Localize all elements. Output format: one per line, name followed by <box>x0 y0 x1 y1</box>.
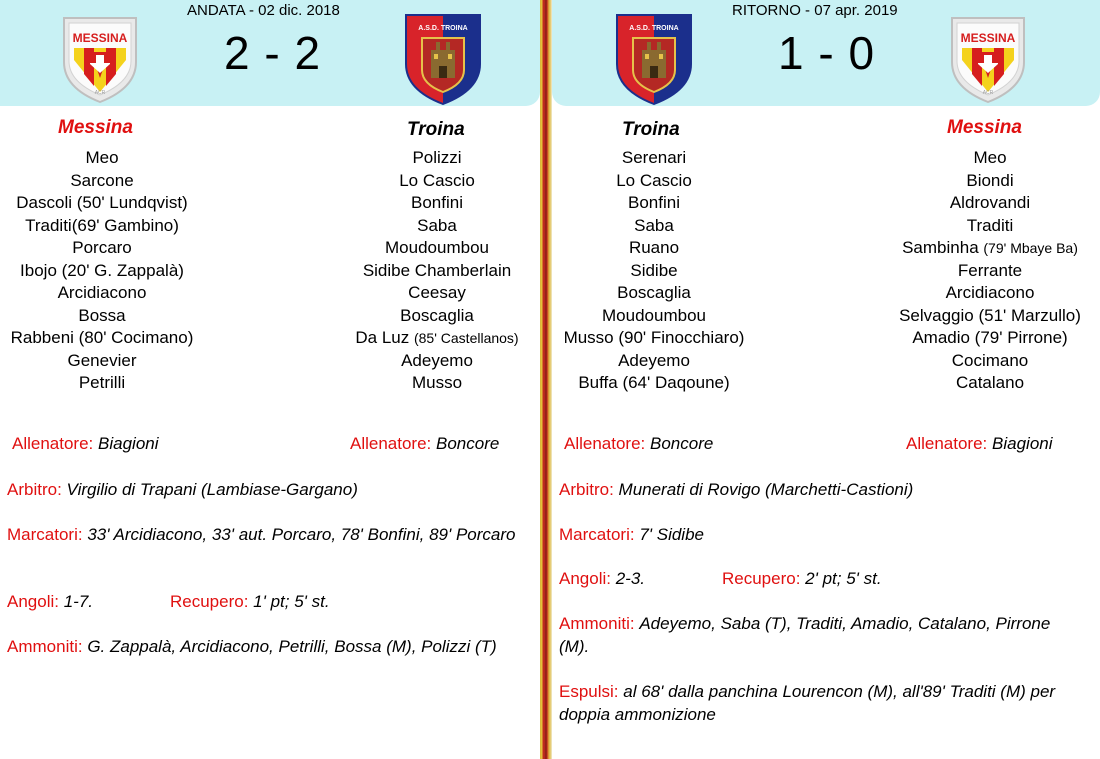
player: Rabbeni (80' Cocimano) <box>10 328 194 347</box>
svg-text:ACR: ACR <box>982 90 994 96</box>
svg-text:MESSINA: MESSINA <box>72 31 128 45</box>
player: Bonfini <box>628 193 680 212</box>
ritorno-panel <box>552 0 1100 759</box>
ritorno-arbitro: Arbitro: Munerati di Rovigo (Marchetti-Castioni) <box>559 480 914 499</box>
andata-marcatori: Marcatori: 33' Arcidiacono, 33' aut. Porcaro, 78' Bonfini, 89' Porcaro <box>7 525 516 544</box>
player: Ruano <box>628 238 680 257</box>
ritorno-ammoniti: Ammoniti: Adeyemo, Saba (T), Traditi, Amadio, Catalano, Pirrone (M). <box>559 614 1051 656</box>
ritorno-home-team: Troina <box>622 119 680 140</box>
player: Meo <box>973 148 1007 167</box>
ritorno-date: RITORNO - 07 apr. 2019 <box>732 2 898 19</box>
player: Bonfini <box>411 193 463 212</box>
player: Sidibe <box>630 260 678 280</box>
ritorno-home-lineup <box>552 147 756 395</box>
player: Traditi <box>966 215 1014 235</box>
ritorno-score: 1 - 0 <box>778 27 876 79</box>
ritorno-coach-home: Allenatore: Boncore <box>564 434 714 453</box>
ritorno-angoli: Angoli: 2-3. <box>559 569 646 588</box>
svg-text:A.S.D. TROINA: A.S.D. TROINA <box>418 25 468 32</box>
player: Buffa (64' Daqoune) <box>578 373 730 392</box>
player: Meo <box>85 148 119 167</box>
andata-coach-away: Allenatore: Boncore <box>350 434 500 453</box>
player: Saba <box>417 215 457 235</box>
player: Ferrante <box>957 260 1023 280</box>
andata-recupero: Recupero: 1' pt; 5' st. <box>170 592 330 611</box>
player: Polizzi <box>412 148 462 167</box>
player: Porcaro <box>72 238 132 257</box>
player: Dascoli (50' Lundqvist) <box>16 193 188 212</box>
player: Petrilli <box>78 373 126 392</box>
player: Lo Cascio <box>399 170 475 190</box>
player: Sarcone <box>70 170 134 190</box>
player: Sambinha (79' Mbaye Ba) <box>902 238 1078 257</box>
player: Da Luz (85' Castellanos) <box>355 328 519 347</box>
andata-arbitro: Arbitro: Virgilio di Trapani (Lambiase-Gargano) <box>7 480 358 499</box>
andata-panel <box>0 0 540 759</box>
ritorno-marcatori: Marcatori: 7' Sidibe <box>559 525 704 544</box>
player: Adeyemo <box>401 350 473 370</box>
andata-ammoniti: Ammoniti: G. Zappalà, Arcidiacono, Petrilli, Bossa (M), Polizzi (T) <box>7 637 497 656</box>
player: Bossa <box>78 305 126 325</box>
ritorno-espulsi: Espulsi: al 68' dalla panchina Lourencon (M), all'89' Traditi (M) per doppia ammonizione <box>559 682 1056 724</box>
player: Lo Cascio <box>616 170 692 190</box>
andata-date: ANDATA - 02 dic. 2018 <box>187 2 340 19</box>
troina-logo-icon <box>614 12 694 111</box>
andata-home-lineup <box>0 147 204 395</box>
player: Boscaglia <box>400 305 474 325</box>
player: Arcidiacono <box>57 283 147 302</box>
player: Ibojo (20' G. Zappalà) <box>20 260 184 280</box>
player: Boscaglia <box>617 283 691 302</box>
andata-angoli: Angoli: 1-7. <box>7 592 94 611</box>
player: Adeyemo <box>618 350 690 370</box>
player: Saba <box>634 215 674 235</box>
ritorno-away-lineup <box>884 147 1096 395</box>
player: Genevier <box>67 350 137 370</box>
ritorno-recupero: Recupero: 2' pt; 5' st. <box>722 569 882 588</box>
player: Ceesay <box>408 283 466 302</box>
svg-text:ACR: ACR <box>94 90 106 96</box>
player: Traditi(69' Gambino) <box>25 215 179 235</box>
andata-away-team: Troina <box>407 119 465 140</box>
player: Sidibe Chamberlain <box>362 260 512 280</box>
svg-text:A.S.D. TROINA: A.S.D. TROINA <box>629 25 679 32</box>
player: Amadio (79' Pirrone) <box>912 328 1068 347</box>
player: Musso (90' Finocchiaro) <box>563 328 745 347</box>
messina-logo-icon <box>60 14 140 111</box>
center-divider <box>540 0 552 759</box>
ritorno-coach-away: Allenatore: Biagioni <box>906 434 1053 453</box>
player: Cocimano <box>951 350 1029 370</box>
andata-away-lineup <box>338 147 536 395</box>
player: Selvaggio (51' Marzullo) <box>899 305 1081 325</box>
player: Catalano <box>955 373 1025 392</box>
player: Aldrovandi <box>949 193 1031 212</box>
player: Biondi <box>966 170 1014 190</box>
andata-score: 2 - 2 <box>224 27 322 79</box>
player: Serenari <box>621 148 687 167</box>
andata-home-team: Messina <box>58 117 133 138</box>
troina-logo-icon <box>403 12 483 111</box>
player: Moudoumbou <box>385 238 489 257</box>
andata-coach-home: Allenatore: Biagioni <box>12 434 159 453</box>
ritorno-away-team: Messina <box>947 117 1022 138</box>
player: Arcidiacono <box>945 283 1035 302</box>
player: Musso <box>411 373 463 392</box>
svg-text:MESSINA: MESSINA <box>960 31 1016 45</box>
player: Moudoumbou <box>602 305 706 325</box>
messina-logo-icon <box>948 14 1028 111</box>
